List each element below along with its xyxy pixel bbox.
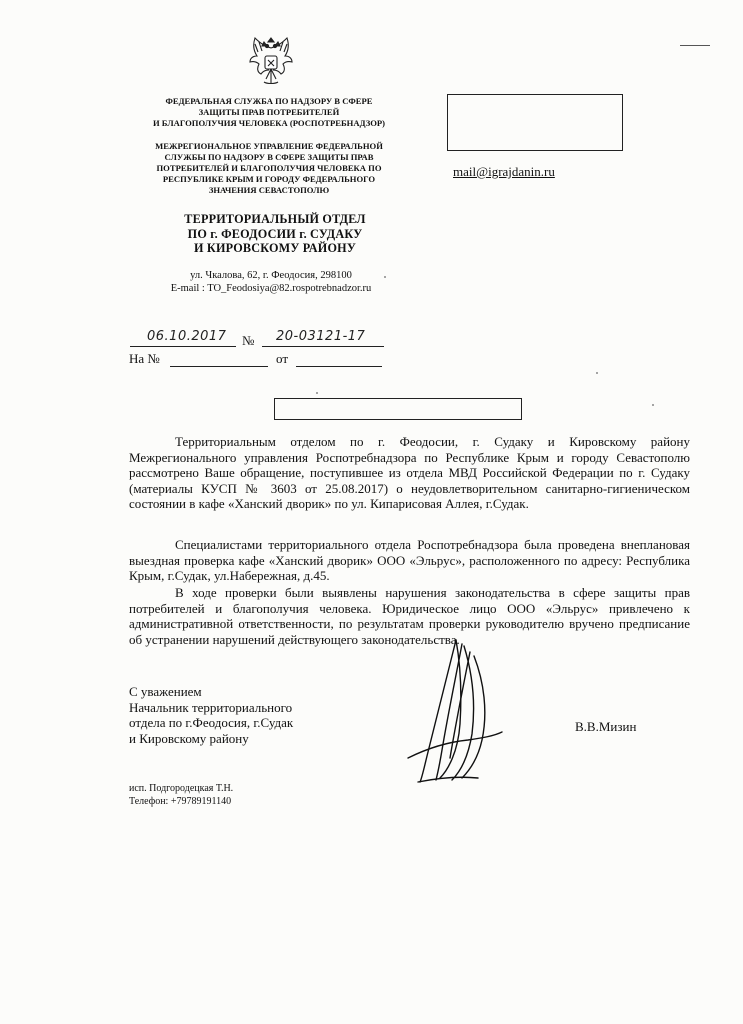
closing-line: Начальник территориального [129, 699, 293, 715]
body-paragraph: Специалистами территориального отдела Роспотребнадзора была проведена внеплановая выездная проверка кафе «Ханский дворик» ООО «Эльрус», расположенного по адресу: Республика Крым, г.Судак, ул.Набережная, д.45. [129, 537, 690, 584]
signer-name: В.В.Мизин [575, 719, 637, 734]
coat-of-arms-icon [246, 34, 296, 90]
date-underline [130, 346, 236, 347]
body-paragraph: Территориальным отделом по г. Феодосии, г. Судаку и Кировскому району Межрегионального управления Роспотребнадзора по Республике Крым и городу Севастополю рассмотрено Ваше обращение, поступившее из отдела МВД Российской Федерации по г. Судаку (материалы КУСП № 3603 от 25.08.2017) о неудовлетворительном санитарно-гигиеническом состоянии в кафе «Ханский дворик» по ул. Кипарисовая Аллея, г.Судак. [129, 434, 690, 512]
federal-service-header [128, 96, 410, 129]
corner-mark [680, 45, 710, 46]
scan-speck [596, 372, 598, 374]
reply-number-underline [170, 366, 268, 367]
office-email: E-mail : TO_Feodosiya@82.rospotrebnadzor.ru [170, 283, 372, 294]
scan-speck [316, 392, 318, 394]
office-address: ул. Чкалова, 62, г. Феодосия, 298100 [190, 270, 352, 281]
federal-service-line: ФЕДЕРАЛЬНАЯ СЛУЖБА ПО НАДЗОРУ В СФЕРЕ [165, 96, 373, 106]
number-underline [262, 346, 384, 347]
regional-office-line: СЛУЖБЫ ПО НАДЗОРУ В СФЕРЕ ЗАЩИТЫ ПРАВ [164, 152, 374, 162]
regional-office-header [128, 141, 410, 196]
handwritten-signature [398, 632, 508, 787]
regional-office-line: ПОТРЕБИТЕЛЕЙ И БЛАГОПОЛУЧИЯ ЧЕЛОВЕКА ПО [156, 163, 382, 173]
recipient-redacted-box [447, 94, 623, 151]
executor-phone: Телефон: +79789191140 [129, 796, 232, 807]
closing-block [129, 684, 293, 746]
closing-line: С уважением [129, 684, 202, 699]
department-title [150, 212, 400, 256]
regional-office-line: ЗНАЧЕНИЯ СЕВАСТОПОЛЮ [208, 185, 330, 195]
number-sign: № [242, 333, 255, 348]
federal-service-line: ЗАЩИТЫ ПРАВ ПОТРЕБИТЕЛЕЙ [198, 107, 340, 117]
registration-number: 20-03121-17 [276, 329, 366, 344]
scan-speck [384, 276, 386, 278]
subject-redacted-box [274, 398, 522, 420]
scan-speck [652, 404, 654, 406]
regional-office-line: МЕЖРЕГИОНАЛЬНОЕ УПРАВЛЕНИЕ ФЕДЕРАЛЬНОЙ [155, 141, 383, 151]
department-line: ПО г. ФЕОДОСИИ г. СУДАКУ [187, 226, 363, 241]
from-label: от [276, 351, 289, 366]
reply-to-label: На № [129, 351, 160, 366]
department-line: ТЕРРИТОРИАЛЬНЫЙ ОТДЕЛ [184, 212, 366, 226]
federal-service-line: И БЛАГОПОЛУЧИЯ ЧЕЛОВЕКА (РОСПОТРЕБНАДЗОР) [152, 118, 386, 128]
recipient-email: mail@igrajdanin.ru [453, 164, 555, 179]
office-contacts [130, 269, 412, 295]
body-paragraph: В ходе проверки были выявлены нарушения законодательства в сфере защиты прав потребителей и благополучия человека. Юридическое лицо ООО «Эльрус» привлечено к административной ответственности, по результатам проверки руководителю вручено предписание об устранении нарушений действующего законодательства. [129, 585, 690, 647]
registration-date: 06.10.2017 [147, 329, 227, 344]
reply-date-underline [296, 366, 382, 367]
regional-office-line: РЕСПУБЛИКЕ КРЫМ И ГОРОДУ ФЕДЕРАЛЬНОГО [162, 174, 376, 184]
executor-name: исп. Подгородецкая Т.Н. [129, 783, 234, 794]
department-line: И КИРОВСКОМУ РАЙОНУ [193, 241, 356, 255]
executor-info [129, 782, 233, 808]
closing-line: отдела по г.Феодосия, г.Судак [129, 715, 294, 731]
closing-line: и Кировскому району [129, 730, 249, 746]
